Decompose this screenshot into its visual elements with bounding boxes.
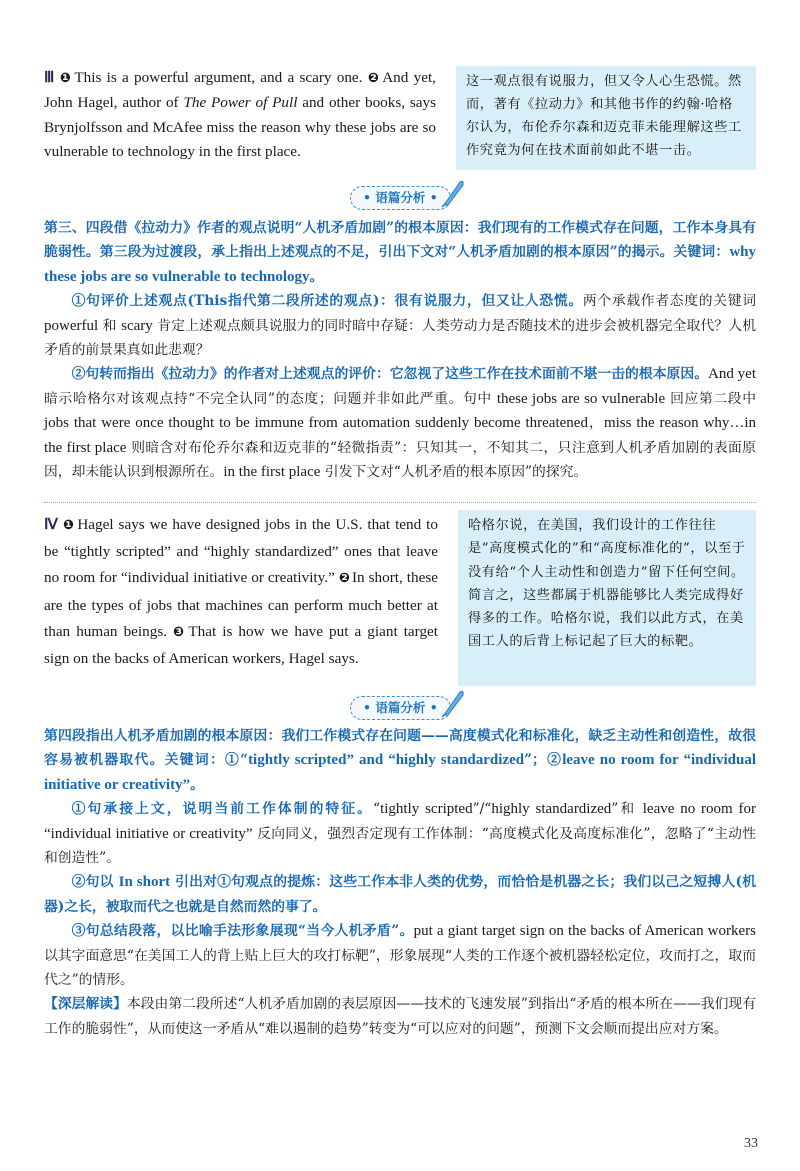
section-3-translation: 这一观点很有说服力，但又令人心生恐慌。然而，著有《拉动力》和其他书作的约翰·哈格尔认为，布伦乔尔森和迈克菲未能理解这些工作究竟为何在技术面前如此不堪一击。 [466, 74, 742, 158]
section-4-translation-box [458, 510, 756, 686]
analysis-4-p3-b: 引出对①句观点的提炼：这些工作本非人类的优势，而恰恰是机器之长；我们以己之短搏人(机器)之长，被取而代之也就是自然而然的事了。 [44, 874, 756, 915]
analysis-3-p2-en1: powerful [44, 317, 99, 334]
analysis-4-p4-en: put a giant target sign on the backs of American workers [413, 923, 756, 940]
analysis-4-keyword-2: highly standardized [395, 752, 525, 769]
analysis-4-p2-a: “ [373, 801, 381, 818]
sentence-3-marker: ❸ [173, 624, 187, 640]
deep-reading-label: 【深层解读】 [44, 996, 127, 1013]
sentence-1-marker: ❶ [59, 71, 73, 86]
analysis-4-p2-en3: leave no room for “individual initiative or creativity” [44, 801, 756, 842]
deep-reading-paragraph [44, 992, 756, 1041]
section-3-sentence-1: This is a powerful argument, and a scary one. [74, 69, 363, 86]
section-4-english-text [44, 512, 438, 672]
section-4-sentence-3: That is how we have put a giant target sign on the backs of American workers, Hagel says. [44, 622, 439, 668]
analysis-4-p3-en: In short [118, 874, 171, 891]
analysis-badge-label: • 语篇分析 • [350, 696, 451, 720]
analysis-4-p3-a: ②句以 [71, 874, 119, 891]
analysis-4-p1-end: 。 [190, 776, 204, 793]
quill-pen-icon [440, 178, 466, 208]
sentence-1-marker: ❶ [63, 518, 76, 533]
analysis-4-p4-a: 以其字面意思“在美国工人的背上贴上巨大的攻打标靶”，形象展现“人类的工作逐个被机器轻松定位，攻而打之，取而代之”的情形。 [44, 947, 756, 989]
analysis-4-p2-d: 反向同义，强烈否定现有工作体制：“高度模式化及高度标准化”，忽略了“主动性和创造性”。 [44, 825, 756, 867]
analysis-3-p2-c: 肯定上述观点颇具说服力的同时暗中存疑：人类劳动力是否随技术的进步会被机器完全取代？人机矛盾的前景果真如此悲观？ [44, 317, 756, 359]
analysis-3-p2-a: 两个承载作者态度的关键词 [582, 293, 756, 310]
deep-reading-text: 本段由第二段所述“人机矛盾加剧的表层原因——技术的飞速发展”到指出“矛盾的根本所在——我们现有工作的脆弱性”，从而使这一矛盾从“难以遏制的趋势”转变为“可以应对的问题”，预测下文会顺而提出应对方案。 [44, 996, 756, 1037]
quill-pen-icon [440, 688, 466, 718]
analysis-4-p4-lead: ③句总结段落，以比喻手法形象展现“当今人机矛盾”。 [71, 923, 414, 940]
analysis-3-p3-en2: these jobs are so vulnerable [496, 390, 666, 407]
sentence-2-marker: ❷ [338, 571, 350, 587]
page-number: 33 [744, 1136, 758, 1151]
analysis-3-keyword: why these jobs are so vulnerable to technology [44, 244, 756, 285]
section-divider [44, 502, 756, 503]
section-4-sentence-2: In short, these are the types of jobs that machines can perform much better at than human beings. [44, 569, 438, 640]
analysis-4-p2-en1: tightly scripted [380, 801, 473, 818]
analysis-4-p2-lead: ①句承接上文，说明当前工作体制的特征。 [71, 801, 374, 818]
analysis-3-p2-en2: scary [121, 317, 153, 334]
analysis-badge-label: • 语篇分析 • [350, 186, 451, 210]
analysis-3-p1-end: 。 [309, 268, 324, 285]
analysis-4-keyword-1: tightly scripted [248, 752, 347, 769]
analysis-4-p2-en2: highly standardized [491, 801, 612, 818]
sentence-2-marker: ❷ [367, 71, 381, 86]
section-4-roman-numeral: Ⅳ [44, 516, 60, 533]
analysis-4-p1-m2: ”；② [524, 752, 563, 769]
analysis-4-p1-text: 第四段指出人机矛盾加剧的根本原因：我们工作模式存在问题——高度模式化和标准化，缺乏主动性和创造性，故很容易被机器取代。关键词：①“ [44, 728, 756, 769]
analysis-4-p2-c: ”和 [611, 801, 643, 818]
analysis-4-paragraph-3 [44, 870, 756, 919]
analysis-3-p3-en3: jobs that were once thought to be immune from automation suddenly become threatened [44, 415, 588, 432]
analysis-4-paragraph-1 [44, 724, 756, 797]
analysis-4-paragraph-2 [44, 797, 756, 870]
analysis-badge-2 [44, 694, 756, 724]
section-3-english-text [44, 66, 436, 164]
analysis-3-p3-en4: miss the reason why…in the first place [44, 415, 757, 456]
section-4-translation: 哈格尔说，在美国，我们设计的工作往往是“高度模式化的”和“高度标准化的”，以至于没有给“个人主动性和创造力”留下任何空间。简言之，这些都属于机器能够比人类完成得好得多的工作。哈格尔说，我们以此方式，在美国工人的后背上标记起了巨大的标靶。 [468, 518, 746, 650]
section-4-sentence-1: Hagel says we have designed jobs in the U.S. that tend to be “tightly scripted” and “highly standardized” ones that leave no room for “individual initiative or creativity.” [44, 516, 438, 587]
analysis-badge-1 [44, 184, 756, 214]
section-3-translation-box [456, 66, 756, 170]
analysis-3-p3-d: 则暗含对布伦乔尔森和迈克菲的“轻微指责”：只知其一，不知其二，只注意到人机矛盾加剧的表面原因，却未能认识到根源所在。 [44, 439, 756, 481]
analysis-3-p3-a: 暗示哈格尔对该观点持“不完全认同”的态度；问题并非如此严重。句中 [44, 390, 497, 407]
analysis-3-p3-en1: And yet [708, 366, 756, 383]
section-3-sentence-2b: and other books, says Brynjolfsson and McAfee miss the reason why these jobs are so vulnerable to technology in the first place. [44, 94, 437, 160]
analysis-4-keyword-3: leave no room for “individual initiative or creativity” [44, 752, 757, 793]
analysis-3-p3-en5: in the first place [223, 464, 321, 481]
analysis-3-p3-c: ， [587, 415, 604, 432]
analysis-3-p2-lead: ①句评价上述观点(This指代第二段所述的观点)：很有说服力，但又让人恐慌。 [71, 293, 583, 310]
analysis-3-p3-e: 引发下文对“人机矛盾的根本原因”的探究。 [320, 464, 588, 481]
analysis-4-paragraph-4 [44, 919, 756, 992]
analysis-3-p2-b: 和 [98, 317, 122, 334]
section-3-sentence-2a: And yet, John Hagel, author of [44, 69, 436, 112]
analysis-3-p1-text: 第三、四段借《拉动力》作者的观点说明“人机矛盾加剧”的根本原因：我们现有的工作模式存在问题，工作本身具有脆弱性。第三段为过渡段，承上指出上述观点的不足，引出下文对“人机矛盾加剧的根本原因”的揭示。关键词： [44, 220, 756, 261]
section-3-roman-numeral: Ⅲ [44, 69, 56, 86]
analysis-3-p3-lead: ②句转而指出《拉动力》的作者对上述观点的评价：它忽视了这些工作在技术面前不堪一击的根本原因。 [71, 366, 709, 383]
analysis-4-p2-b: ”/“ [472, 801, 492, 818]
analysis-4-p1-m1: ” and “ [346, 752, 396, 769]
analysis-3-p3-b: 回应第二段中 [665, 390, 756, 407]
analysis-section-4 [44, 724, 756, 1041]
analysis-3-paragraph-1 [44, 216, 756, 289]
analysis-section-3 [44, 216, 756, 484]
section-4 [44, 510, 756, 690]
book-title: The Power of Pull [183, 94, 298, 112]
analysis-3-paragraph-3 [44, 362, 756, 484]
analysis-3-paragraph-2 [44, 289, 756, 362]
section-3 [44, 66, 756, 178]
